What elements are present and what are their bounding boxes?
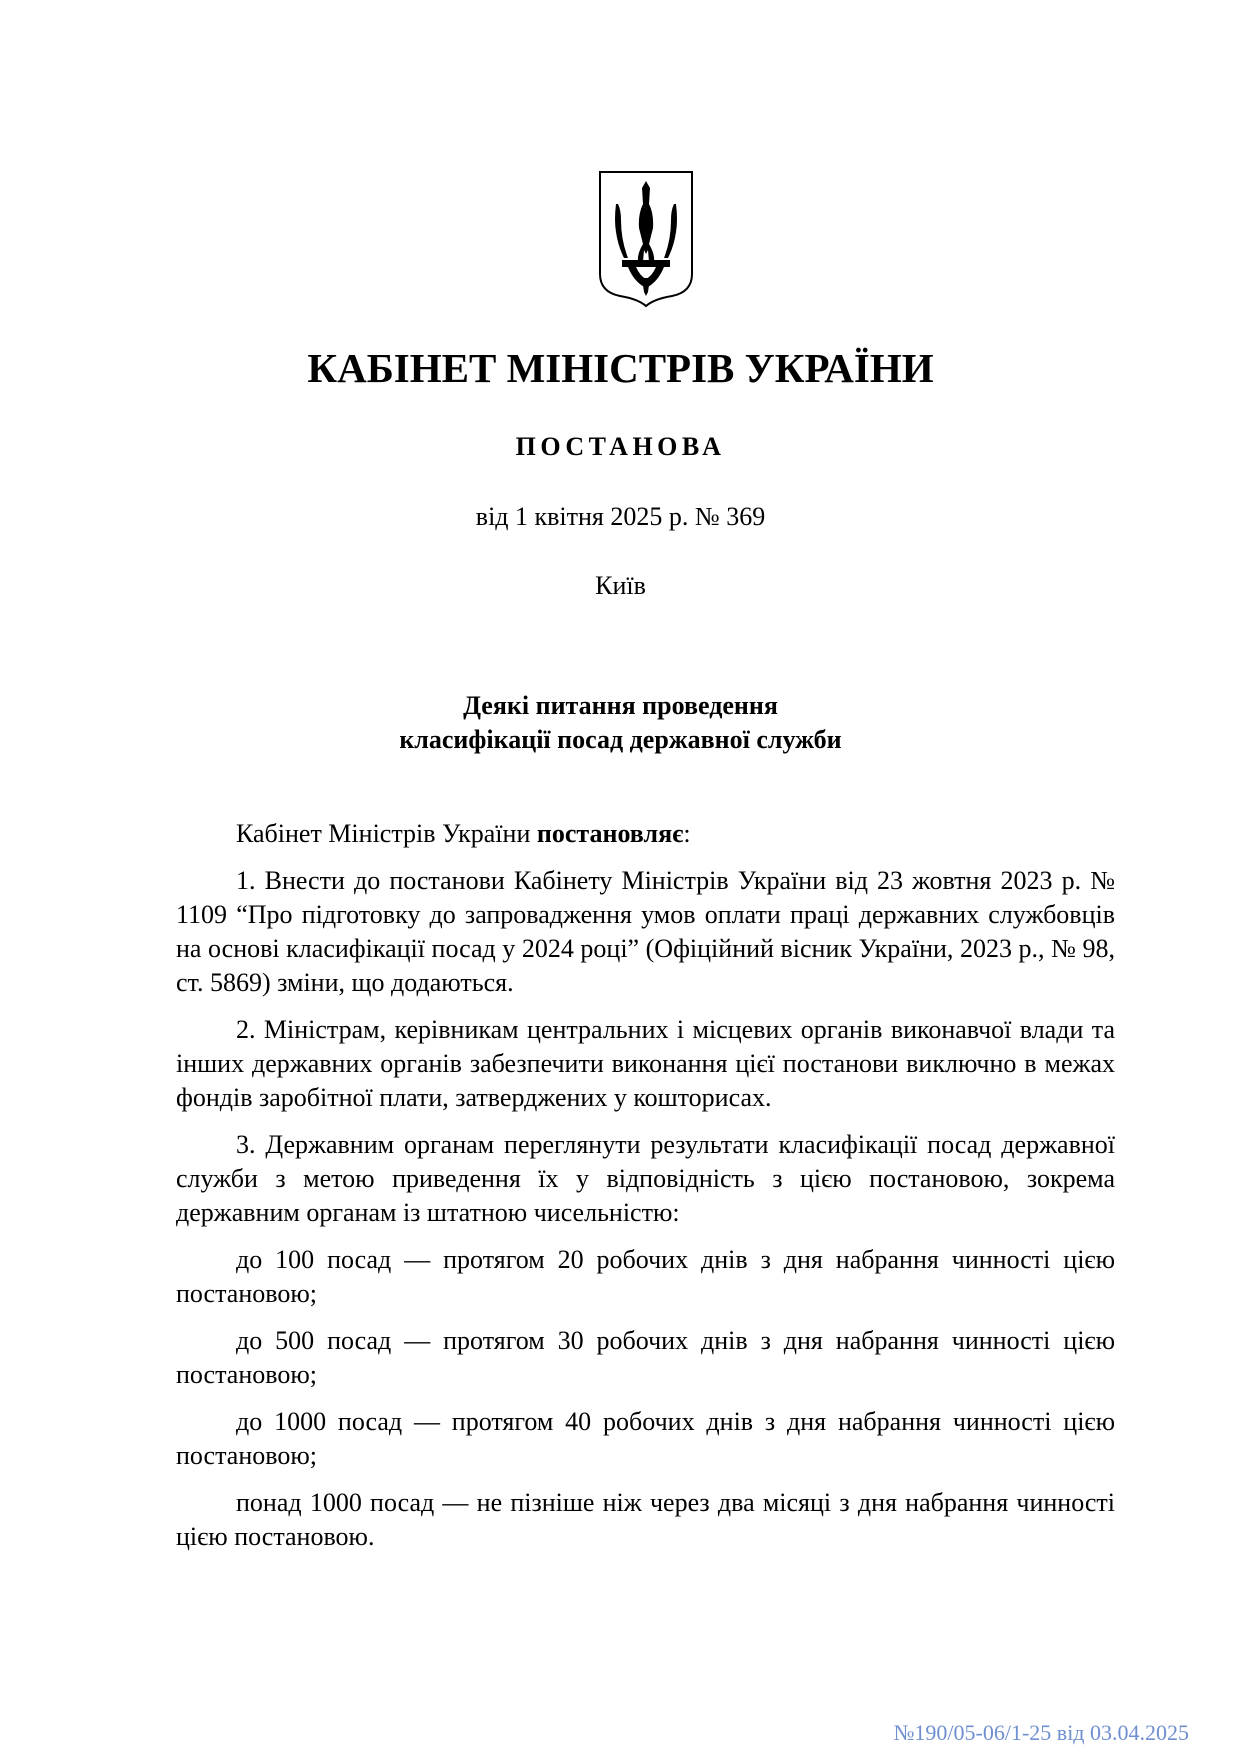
document-subject — [0, 689, 1241, 757]
preamble-text: Кабінет Міністрів України — [236, 819, 537, 848]
paragraph-2: 2. Міністрам, керівникам центральних і місцевих органів виконавчої влади та інших державних органів забезпечити виконання цієї постанови виключно в межах фондів заробітної плати, затверджених у кошторисах. — [176, 1015, 1115, 1112]
preamble-bold-verb: постановляє — [536, 819, 684, 848]
registration-stamp: №190/05-06/1-25 від 03.04.2025 — [893, 1720, 1189, 1745]
coat-of-arms-emblem — [598, 170, 694, 308]
organization-title: КАБІНЕТ МІНІСТРІВ УКРАЇНИ — [307, 345, 934, 391]
preamble-paragraph — [176, 817, 1115, 851]
list-item-up-to-100: до 100 посад — протягом 20 робочих днів з дня набрання чинності цією постановою; — [176, 1245, 1115, 1308]
document-city: Київ — [595, 571, 646, 600]
list-item-over-1000: понад 1000 посад — не пізніше ніж через два місяці з дня набрання чинності цією постановою. — [176, 1488, 1115, 1551]
list-item-up-to-500: до 500 посад — протягом 30 робочих днів з дня набрання чинності цією постановою; — [176, 1326, 1115, 1389]
subject-line-1: Деякі питання проведення — [463, 691, 778, 720]
paragraph-1: 1. Внести до постанови Кабінету Міністрів України від 23 жовтня 2023 р. № 1109 “Про підготовку до запровадження умов оплати праці державних службовців на основі класифікації посад у 2024 році” (Офіційний вісник України, 2023 р., № 98, ст. 5869) зміни, що додаються. — [176, 866, 1115, 997]
subject-line-2: класифікації посад державної служби — [399, 725, 842, 754]
paragraph-3: 3. Державним органам переглянути результати класифікації посад державної служби з метою приведення їх у відповідність з цією постановою, зокрема державним органам із штатною чисельністю: — [176, 1130, 1115, 1227]
document-body — [176, 817, 1115, 1567]
document-type: ПОСТАНОВА — [515, 432, 726, 461]
document-date-number: від 1 квітня 2025 р. № 369 — [475, 502, 766, 531]
list-item-up-to-1000: до 1000 посад — протягом 40 робочих днів з дня набрання чинності цією постановою; — [176, 1407, 1115, 1470]
preamble-colon: : — [683, 819, 691, 848]
